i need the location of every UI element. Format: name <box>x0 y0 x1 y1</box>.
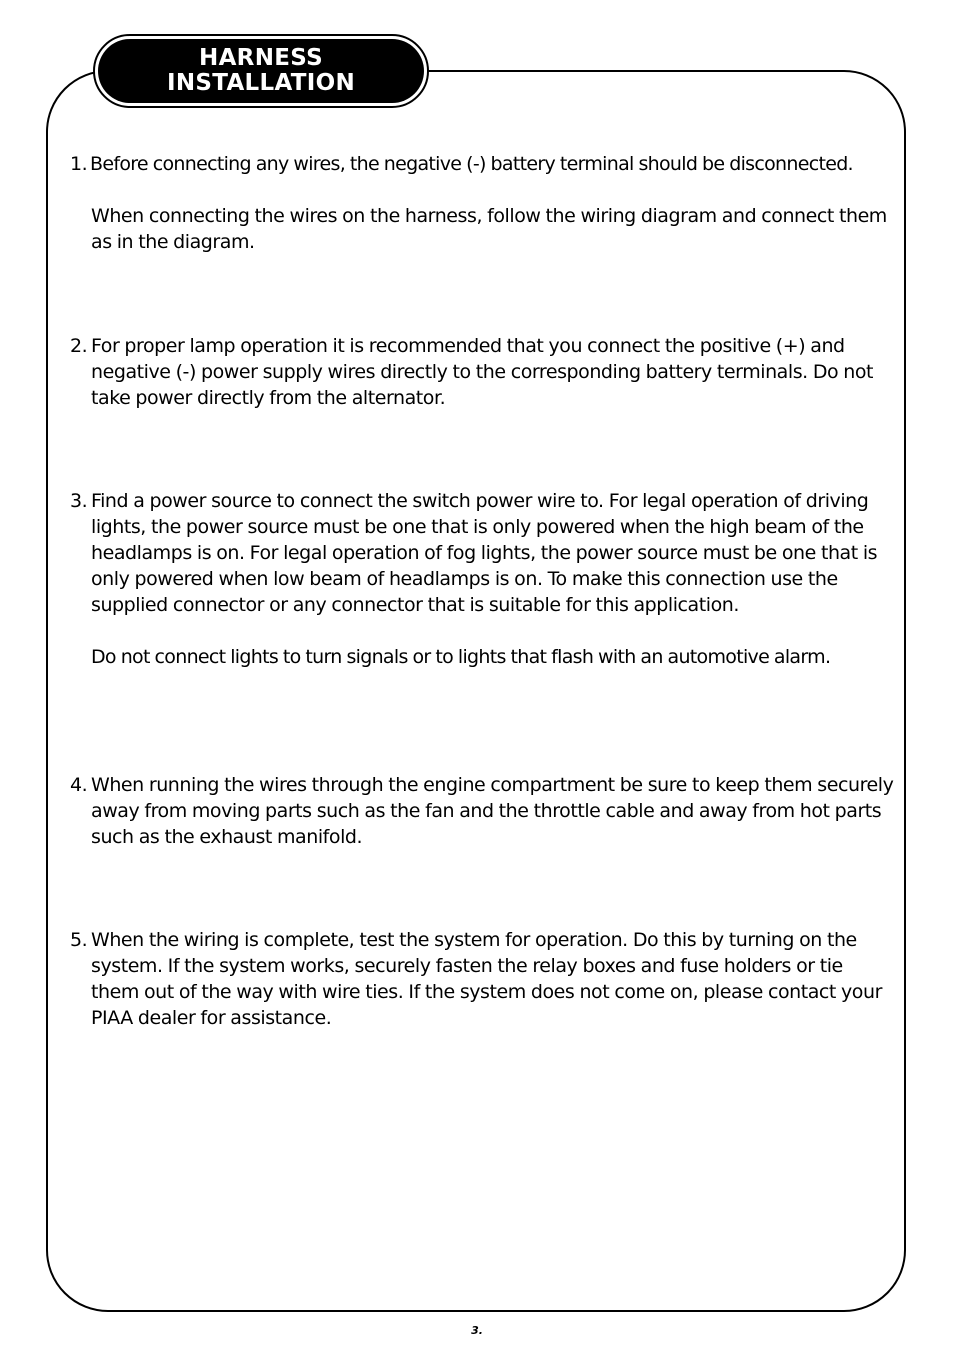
section-title-line-2: INSTALLATION <box>166 70 356 96</box>
step-4 <box>70 772 895 850</box>
section-title-line-1: HARNESS <box>199 45 323 71</box>
step-paragraph: When the wiring is complete, test the system for operation. Do this by turning on the system. If the system works, securely fasten the relay boxes and fuse holders or tie them out of the way with wire ties. If the system does not come on, please contact your PIAA dealer for assistance. <box>91 929 882 1029</box>
section-title-badge <box>93 34 429 108</box>
step-3 <box>70 488 895 670</box>
page-number: 3. <box>471 1324 483 1337</box>
step-paragraph: When running the wires through the engine compartment be sure to keep them securely away from moving parts such as the fan and the throttle cable and away from hot parts such as the exhaust manifold. <box>91 774 894 848</box>
section-title <box>98 39 424 103</box>
step-paragraph: Do not connect lights to turn signals or to lights that flash with an automotive alarm. <box>91 646 831 668</box>
step-paragraph: Before connecting any wires, the negative (-) battery terminal should be disconnected. <box>90 153 853 175</box>
step-number: 4. <box>70 774 88 796</box>
step-number: 2. <box>70 335 88 357</box>
step-5 <box>70 927 895 1031</box>
step-number: 1. <box>70 153 88 175</box>
step-paragraph: For proper lamp operation it is recommended that you connect the positive (+) and negative (-) power supply wires directly to the corresponding battery terminals. Do not take power directly from the alternator. <box>91 335 874 409</box>
content-frame <box>46 70 906 1312</box>
step-number: 5. <box>70 929 88 951</box>
step-paragraph: Find a power source to connect the switch power wire to. For legal operation of driving lights, the power source must be one that is only powered when the high beam of the headlamps is on. For legal operation of fog lights, the power source must be one that is only powered when low beam of headlamps is on. To make this connection use the supplied connector or any connector that is suitable for this application. <box>91 490 878 616</box>
step-number: 3. <box>70 490 88 512</box>
step-paragraph: When connecting the wires on the harness, follow the wiring diagram and connect them as in the diagram. <box>91 205 887 253</box>
step-1 <box>70 151 895 255</box>
step-2 <box>70 333 895 411</box>
